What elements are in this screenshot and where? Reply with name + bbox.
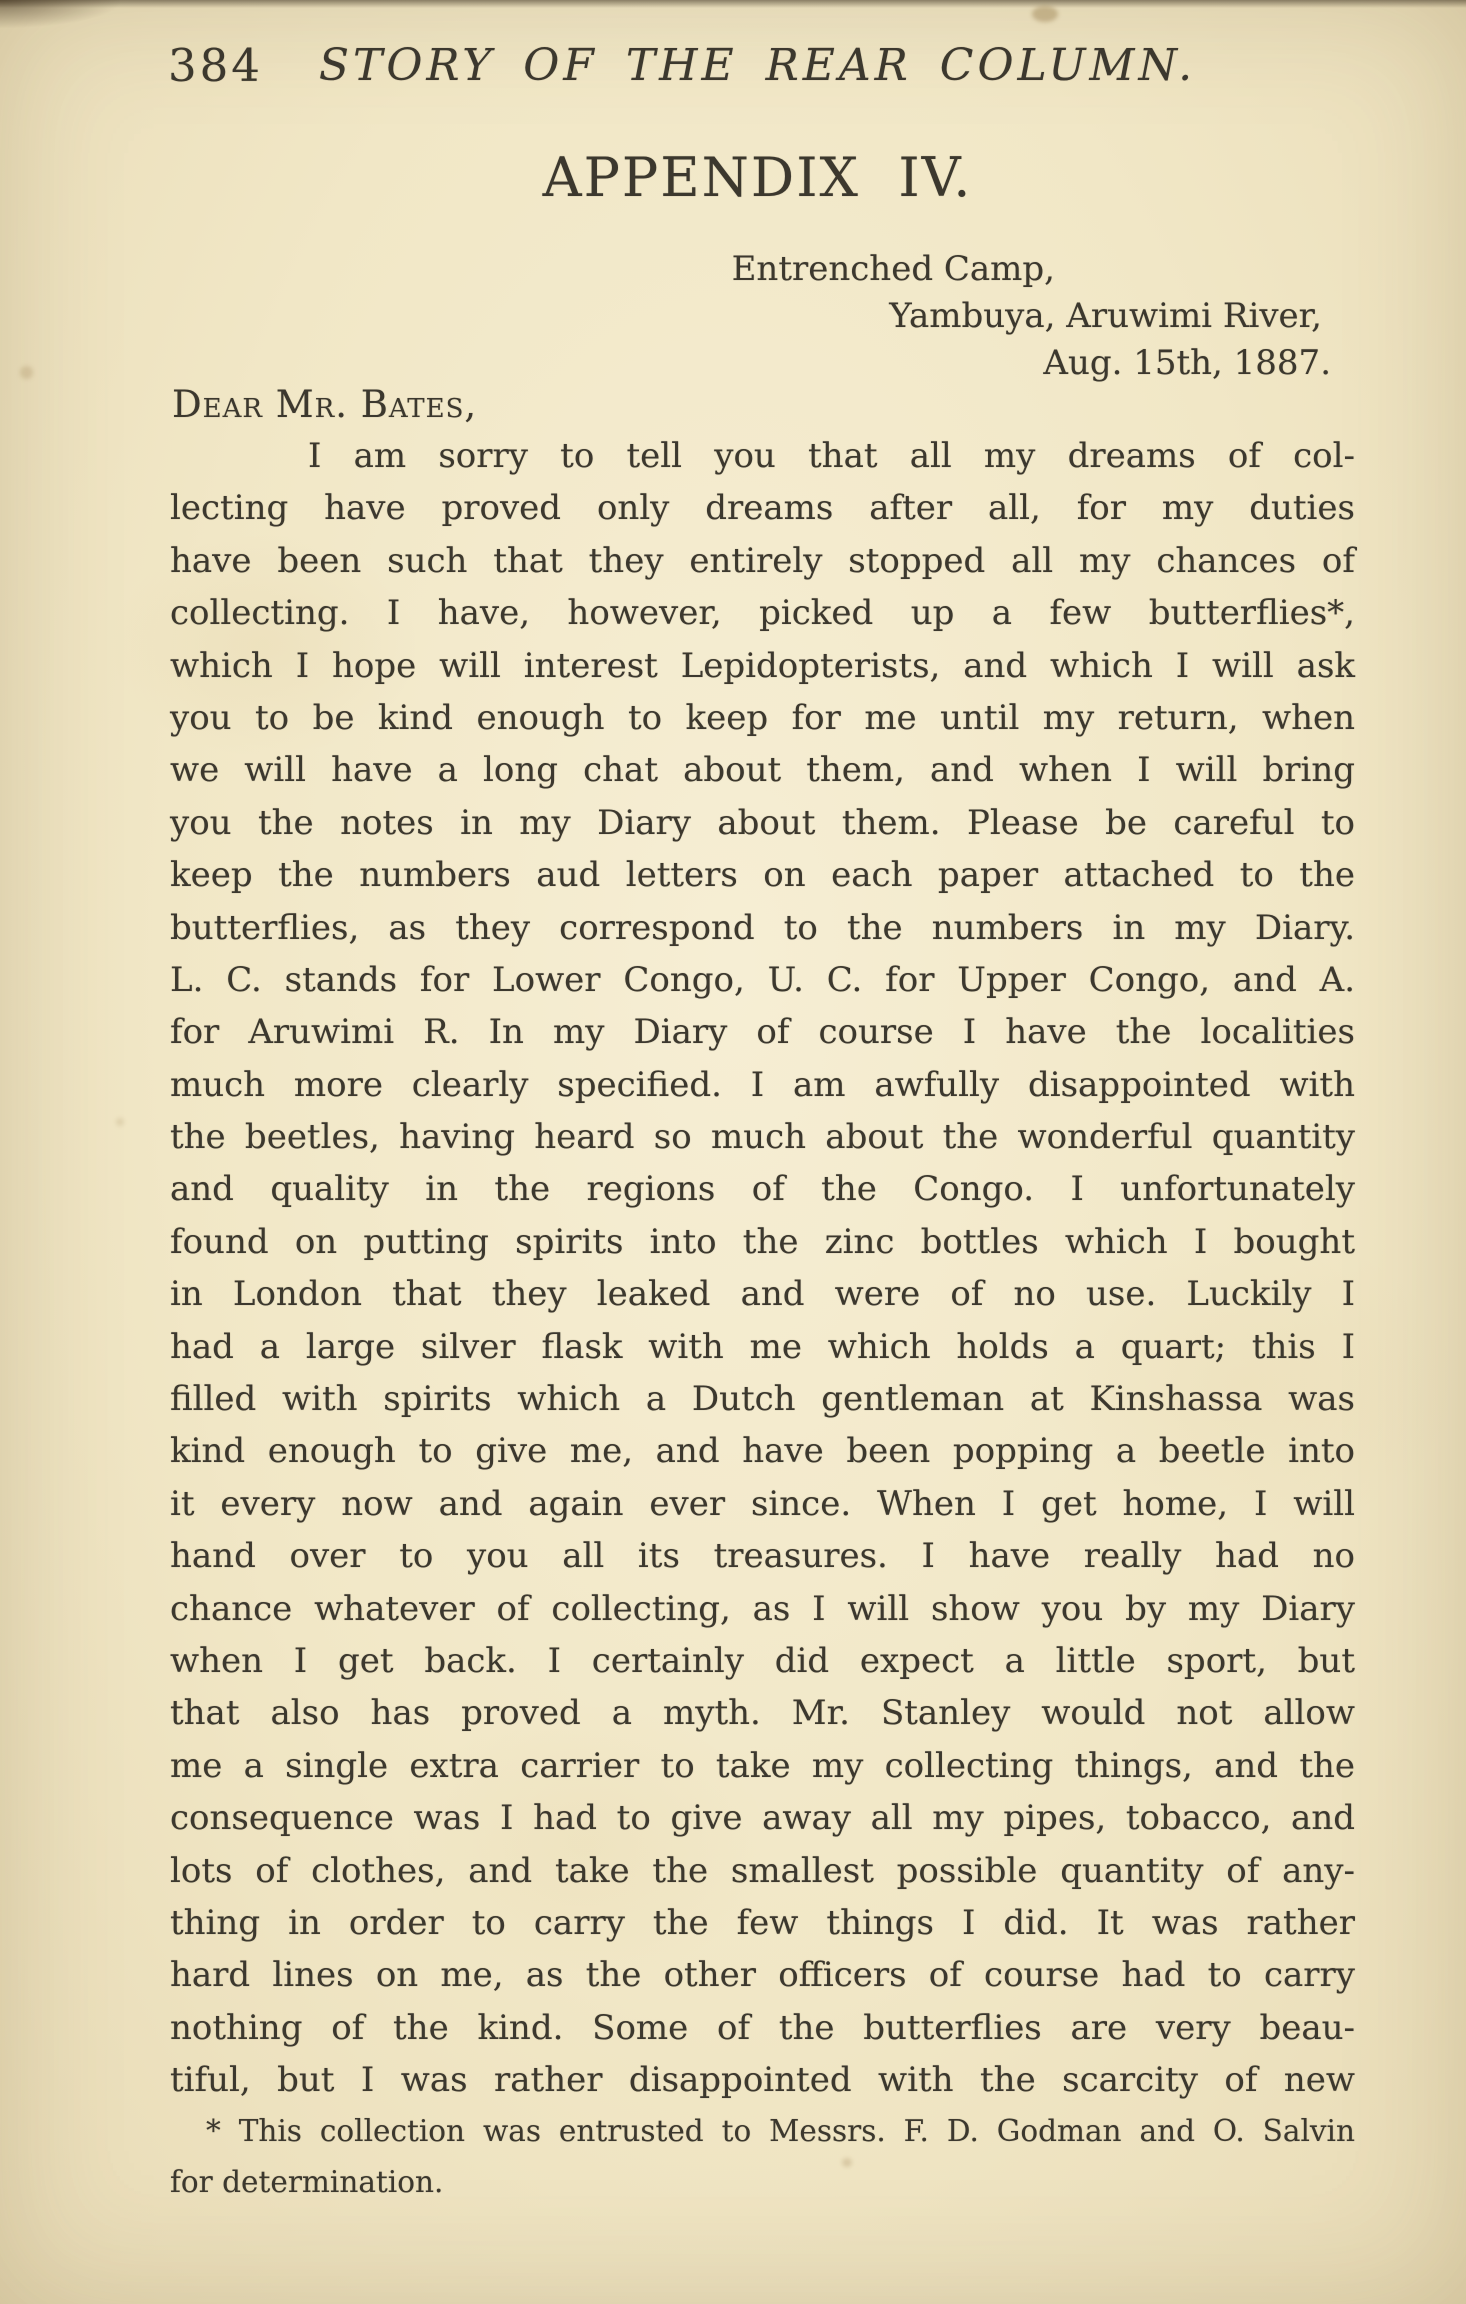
letter-dateline [170,246,1355,387]
paper-stain [20,366,33,379]
text-line: lots of clothes, and take the smallest possible quantity of any- [170,1850,1355,1891]
text-line: found on putting spirits into the zinc bottles which I bought [170,1221,1355,1262]
text-line: have been such that they entirely stopped all my chances of [170,540,1355,581]
footnote-line: * This collection was entrusted to Messrs. F. D. Godman and O. Salvin [206,2114,1355,2148]
paper-stain [1032,6,1058,22]
text-line: you to be kind enough to keep for me until my return, when [170,697,1355,738]
text-line: thing in order to carry the few things I did. It was rather [170,1902,1355,1943]
text-line: tiful, but I was rather disappointed with the scarcity of new [170,2060,1355,2101]
page-top-edge-shadow [0,0,1466,8]
text-line: which I hope will interest Lepidopterists, and which I will ask [170,645,1355,686]
text-line: collecting. I have, however, picked up a few butterflies*, [170,593,1355,634]
salutation: Dear Mr. Bates, [172,383,478,426]
page-number: 384 [168,39,263,92]
text-line: it every now and again ever since. When I get home, I will [170,1483,1355,1524]
paper-stain [116,1118,124,1126]
text-line: me a single extra carrier to take my collecting things, and the [170,1745,1355,1786]
text-line: when I get back. I certainly did expect a little sport, but [170,1640,1355,1681]
page-corner-mark [0,0,120,28]
page-header [160,39,1355,92]
text-line: filled with spirits which a Dutch gentleman at Kinshassa was [170,1379,1355,1420]
text-line: L. C. stands for Lower Congo, U. C. for Upper Congo, and A. [170,959,1355,1000]
letter-body [170,430,1355,2107]
text-line: for Aruwimi R. In my Diary of course I have the localities [170,1012,1355,1053]
text-line: hard lines on me, as the other officers of course had to carry [170,1955,1355,1996]
text-line: the beetles, having heard so much about the wonderful quantity [170,1117,1355,1158]
text-line: consequence was I had to give away all my pipes, tobacco, and [170,1798,1355,1839]
text-line: hand over to you all its treasures. I have really had no [170,1536,1355,1577]
section-title: APPENDIX IV. [542,146,973,209]
text-line: butterflies, as they correspond to the numbers in my Diary. [170,907,1355,948]
text-line: that also has proved a myth. Mr. Stanley would not allow [170,1693,1355,1734]
dateline-place: Entrenched Camp, [731,249,1055,289]
footnote [170,2106,1355,2208]
text-line: keep the numbers aud letters on each paper attached to the [170,855,1355,896]
text-line: lecting have proved only dreams after all, for my duties [170,488,1355,529]
text-line: nothing of the kind. Some of the butterflies are very beau- [170,2007,1355,2048]
running-header: STORY OF THE REAR COLUMN. [318,40,1197,91]
text-line: chance whatever of collecting, as I will show you by my Diary [170,1588,1355,1629]
dateline-date: Aug. 15th, 1887. [1043,343,1331,383]
text-line: in London that they leaked and were of no use. Luckily I [170,1274,1355,1315]
dateline-location: Yambuya, Aruwimi River, [889,296,1322,336]
text-line: kind enough to give me, and have been popping a beetle into [170,1431,1355,1472]
text-line: we will have a long chat about them, and when I will bring [170,750,1355,791]
text-line: you the notes in my Diary about them. Please be careful to [170,802,1355,843]
text-line: I am sorry to tell you that all my dreams of col- [308,436,1355,476]
text-line: had a large silver flask with me which holds a quart; this I [170,1326,1355,1367]
footnote-line: for determination. [170,2165,444,2199]
text-line: and quality in the regions of the Congo. I unfortunately [170,1169,1355,1210]
text-line: much more clearly specified. I am awfully disappointed with [170,1064,1355,1105]
